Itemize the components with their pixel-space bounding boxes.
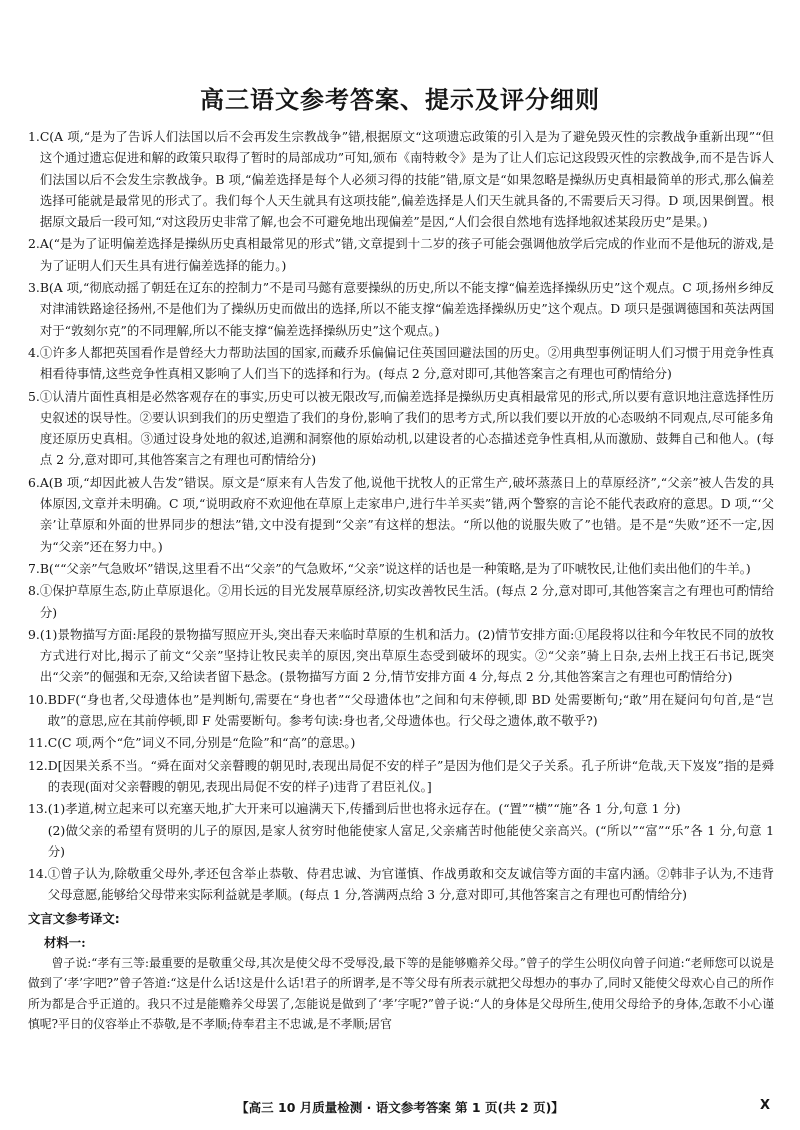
answer-item [28, 580, 774, 623]
page-title: 高三语文参考答案、提示及评分细则 [200, 86, 600, 114]
answer-item [28, 732, 774, 753]
answer-items [28, 126, 774, 906]
translation-heading: 文言文参考译文: [28, 910, 120, 926]
answer-number: 9. [28, 626, 40, 642]
answer-text: A(B 项,“却因此被人告发”错误。原文是“原来有人告发了他,说他干扰牧人的正常生产,破坏蒸蒸日上的草原经济”,“父亲”被人告发的具体原因,文章并未明确。C 项,“说明政府不欢迎他在草原上走家串户,进行牛羊买卖”错,两个警察的言论不能代表政府的意思。D 项,“‘父亲’让草原和外面的世界同步的想法”错,文中没有提到“父亲”有这样的想法。“所以他的说服失败了”也错。是不是“失败”还不一定,因为“父亲”还在努力中。) [39, 474, 774, 554]
answer-list [28, 126, 774, 1035]
answer-item [28, 126, 774, 232]
answer-text: B(““父亲”气急败坏”错误,这里看不出“父亲”的气急败坏,“父亲”说这样的话也是一种策略,是为了吓唬牧民,让他们卖出他们的牛羊。) [39, 560, 751, 576]
answer-item [28, 342, 774, 385]
answer-item [28, 755, 774, 798]
page-footer: 【高三 10 月质量检测 · 语文参考答案 第 1 页(共 2 页)】 [236, 1100, 564, 1115]
answer-text [48, 798, 774, 862]
answer-item [28, 472, 774, 557]
answer-text: C(C 项,两个“危”词义不同,分别是“危险”和“高”的意思。) [47, 735, 356, 751]
answer-item [28, 624, 774, 688]
answer-item [28, 233, 774, 276]
answer-item [28, 277, 774, 341]
answer-number: 5. [28, 388, 40, 404]
material-title: 材料一: [44, 934, 86, 950]
translation-paragraph: 曾子说:“孝有三等:最重要的是敬重父母,其次是使父母不受辱没,最下等的是能够赡养父母。”曾子的学生公明仪向曾子问道:“老师您可以说是做到了‘孝’字吧?”曾子答道:“这是什么话!这是什么话!君子的所谓孝,是不等父母有所表示就把父母想办的事办了,同时又能使父母欢心自己的所作所为都是合乎正道的。我只不过是能赡养父母罢了,怎能说是做到了‘孝’字呢?”曾子说:“人的身体是父母所生,使用父母给予的身体,怎敢不小心谨慎呢?平日的仪容举止不恭敬,是不孝顺;侍奉君主不忠诚,是不孝顺;居官 [28, 955, 774, 1032]
answer-item [28, 798, 774, 862]
answer-number: 7. [28, 560, 40, 576]
answer-item [28, 863, 774, 906]
answer-number: 1. [28, 129, 40, 144]
answer-text: ①曾子认为,除敬重父母外,孝还包含举止恭敬、侍君忠诚、为官谨慎、作战勇敢和交友诚信等方面的丰富内涵。②韩非子认为,不违背父母意愿,能够给父母带来实际利益就是孝顺。(每点 1 分,答满两点给 3 分,意对即可,其他答案言之有理也可酌情给分) [47, 866, 774, 903]
answer-number: 4. [28, 344, 40, 360]
answer-text: B(A 项,“彻底动摇了朝廷在辽东的控制力”不是司马懿有意要操纵的历史,所以不能支撑“偏差选择操纵历史”这个观点。C 项,扬州乡绅反对津浦铁路途径扬州,不是他们为了操纵历史而做出的选择,所以不能支撑“偏差选择操纵历史”这个观点。D 项只是强调德国和英法两国对于“敦刻尔克”的不同理解,所以不能支撑“偏差选择操纵历史”这个观点。) [39, 280, 774, 338]
answer-number: 3. [28, 280, 40, 296]
answer-text: ①认清片面性真相是必然客观存在的事实,历史可以被无限改写,而偏差选择是操纵历史真相最常见的形式,所以要有意识地注意选择性历史叙述的误导性。②要认识到我们的历史塑造了我们的身份,影响了我们的思考方式,所以我们要以开放的心态吸纳不同观点,尽可能多角度还原历史真相。③通过设身处地的叙述,追溯和洞察他的原始动机,以建设者的心态描述竞争性真相,从而激励、鼓舞自己和他人。(每点 2 分,意对即可,其他答案言之有理也可酌情给分) [39, 388, 774, 468]
answer-number: 14. [28, 866, 48, 882]
answer-text: ①保护草原生态,防止草原退化。②用长远的目光发展草原经济,切实改善牧民生活。(每点 2 分,意对即可,其他答案言之有理也可酌情给分) [39, 583, 774, 620]
answer-number: 2. [28, 236, 40, 252]
corner-mark: X [759, 1098, 770, 1113]
answer-text: A(“是为了证明偏差选择是操纵历史真相最常见的形式”错,文章提到十二岁的孩子可能会强调他放学后完成的作业而不是他玩的游戏,是为了证明人们天生具有进行偏差选择的能力。) [39, 236, 774, 273]
answer-number: 12. [28, 757, 48, 773]
answer-number: 10. [28, 691, 48, 707]
answer-text: ①许多人都把英国看作是曾经大力帮助法国的国家,而藏乔乐偏偏记住英国回避法国的历史。②用典型事例证明人们习惯于用竞争性真相看待事情,这些竞争性真相又影响了人们当下的选择和行为。(每点 2 分,意对即可,其他答案言之有理也可酌情给分) [39, 344, 774, 382]
answer-text: C(A 项,“是为了告诉人们法国以后不会再发生宗教战争”错,根据原文“这项遗忘政策的引入是为了避免毁灭性的宗教战争重新出现”“但这个通过遗忘促进和解的政策只取得了暂时的局部成功”可知,颁布《南特敕令》是为了让人们忘记这段毁灭性的宗教战争,而不是告诉人们法国以后不会发生宗教战争。B 项,“偏差选择是每个人必须习得的技能”错,原文是“如果忽略是操纵历史真相最简单的形式,那么偏差选择可能就是最常见的形式了。我们每个人天生就具有这项技能”,偏差选择是人们天生就具备的,不需要后天习得。D 项,因果倒置。根据原文最后一段可知,“对这段历史非常了解,也会不可避免地出现偏差”是因,“人们会很自然地有选择地叙述某段历史”是果。) [39, 129, 774, 230]
answer-text: (1)景物描写方面:尾段的景物描写照应开头,突出春天来临时草原的生机和活力。(2)情节安排方面:①尾段将以往和今年牧民不同的放牧方式进行对比,揭示了前文“父亲”坚持让牧民卖羊的原因,突出草原生态受到破坏的现实。②“父亲”骑上日杂,去州上找王石书记,既突出“父亲”的倔强和无奈,又给读者留下悬念。(景物描写方面 2 分,情节安排方面 4 分,每点 2 分,其他答案言之有理也可酌情给分) [39, 626, 774, 685]
answer-item [28, 689, 774, 732]
answer-number: 8. [28, 583, 40, 599]
answer-number: 13. [28, 801, 48, 817]
answer-subpart: (2)做父亲的希望有贤明的儿子的原因,是家人贫穷时他能使家人富足,父亲痛苦时他能使父亲高兴。(“所以”“富”“乐”各 1 分,句意 1 分) [47, 822, 774, 859]
answer-item [28, 558, 774, 579]
answer-item [28, 386, 774, 471]
answer-number: 11. [28, 735, 48, 751]
answer-subpart: (1)孝道,树立起来可以充塞天地,扩大开来可以遍满天下,传播到后世也将永远存在。(“置”“横”“施”各 1 分,句意 1 分) [47, 801, 681, 817]
answer-text: D[因果关系不当。“舜在面对父亲瞽瞍的朝见时,表现出局促不安的样子”是因为他们是父子关系。孔子所讲“危哉,天下岌岌”指的是舜的表现(面对父亲瞽瞍的朝见,表现出局促不安的样子)违背了君臣礼仪。] [47, 757, 774, 794]
answer-text: BDF(“身也者,父母遗体也”是判断句,需要在“身也者”“父母遗体也”之间和句末停顿,即 BD 处需要断句;“敢”用在疑问句句首,是“岂敢”的意思,应在其前停顿,即 F 处需要断句。参考句读:身也者,父母遗体也。行父母之遗体,敢不敬乎?) [47, 691, 774, 729]
answer-number: 6. [28, 474, 40, 490]
